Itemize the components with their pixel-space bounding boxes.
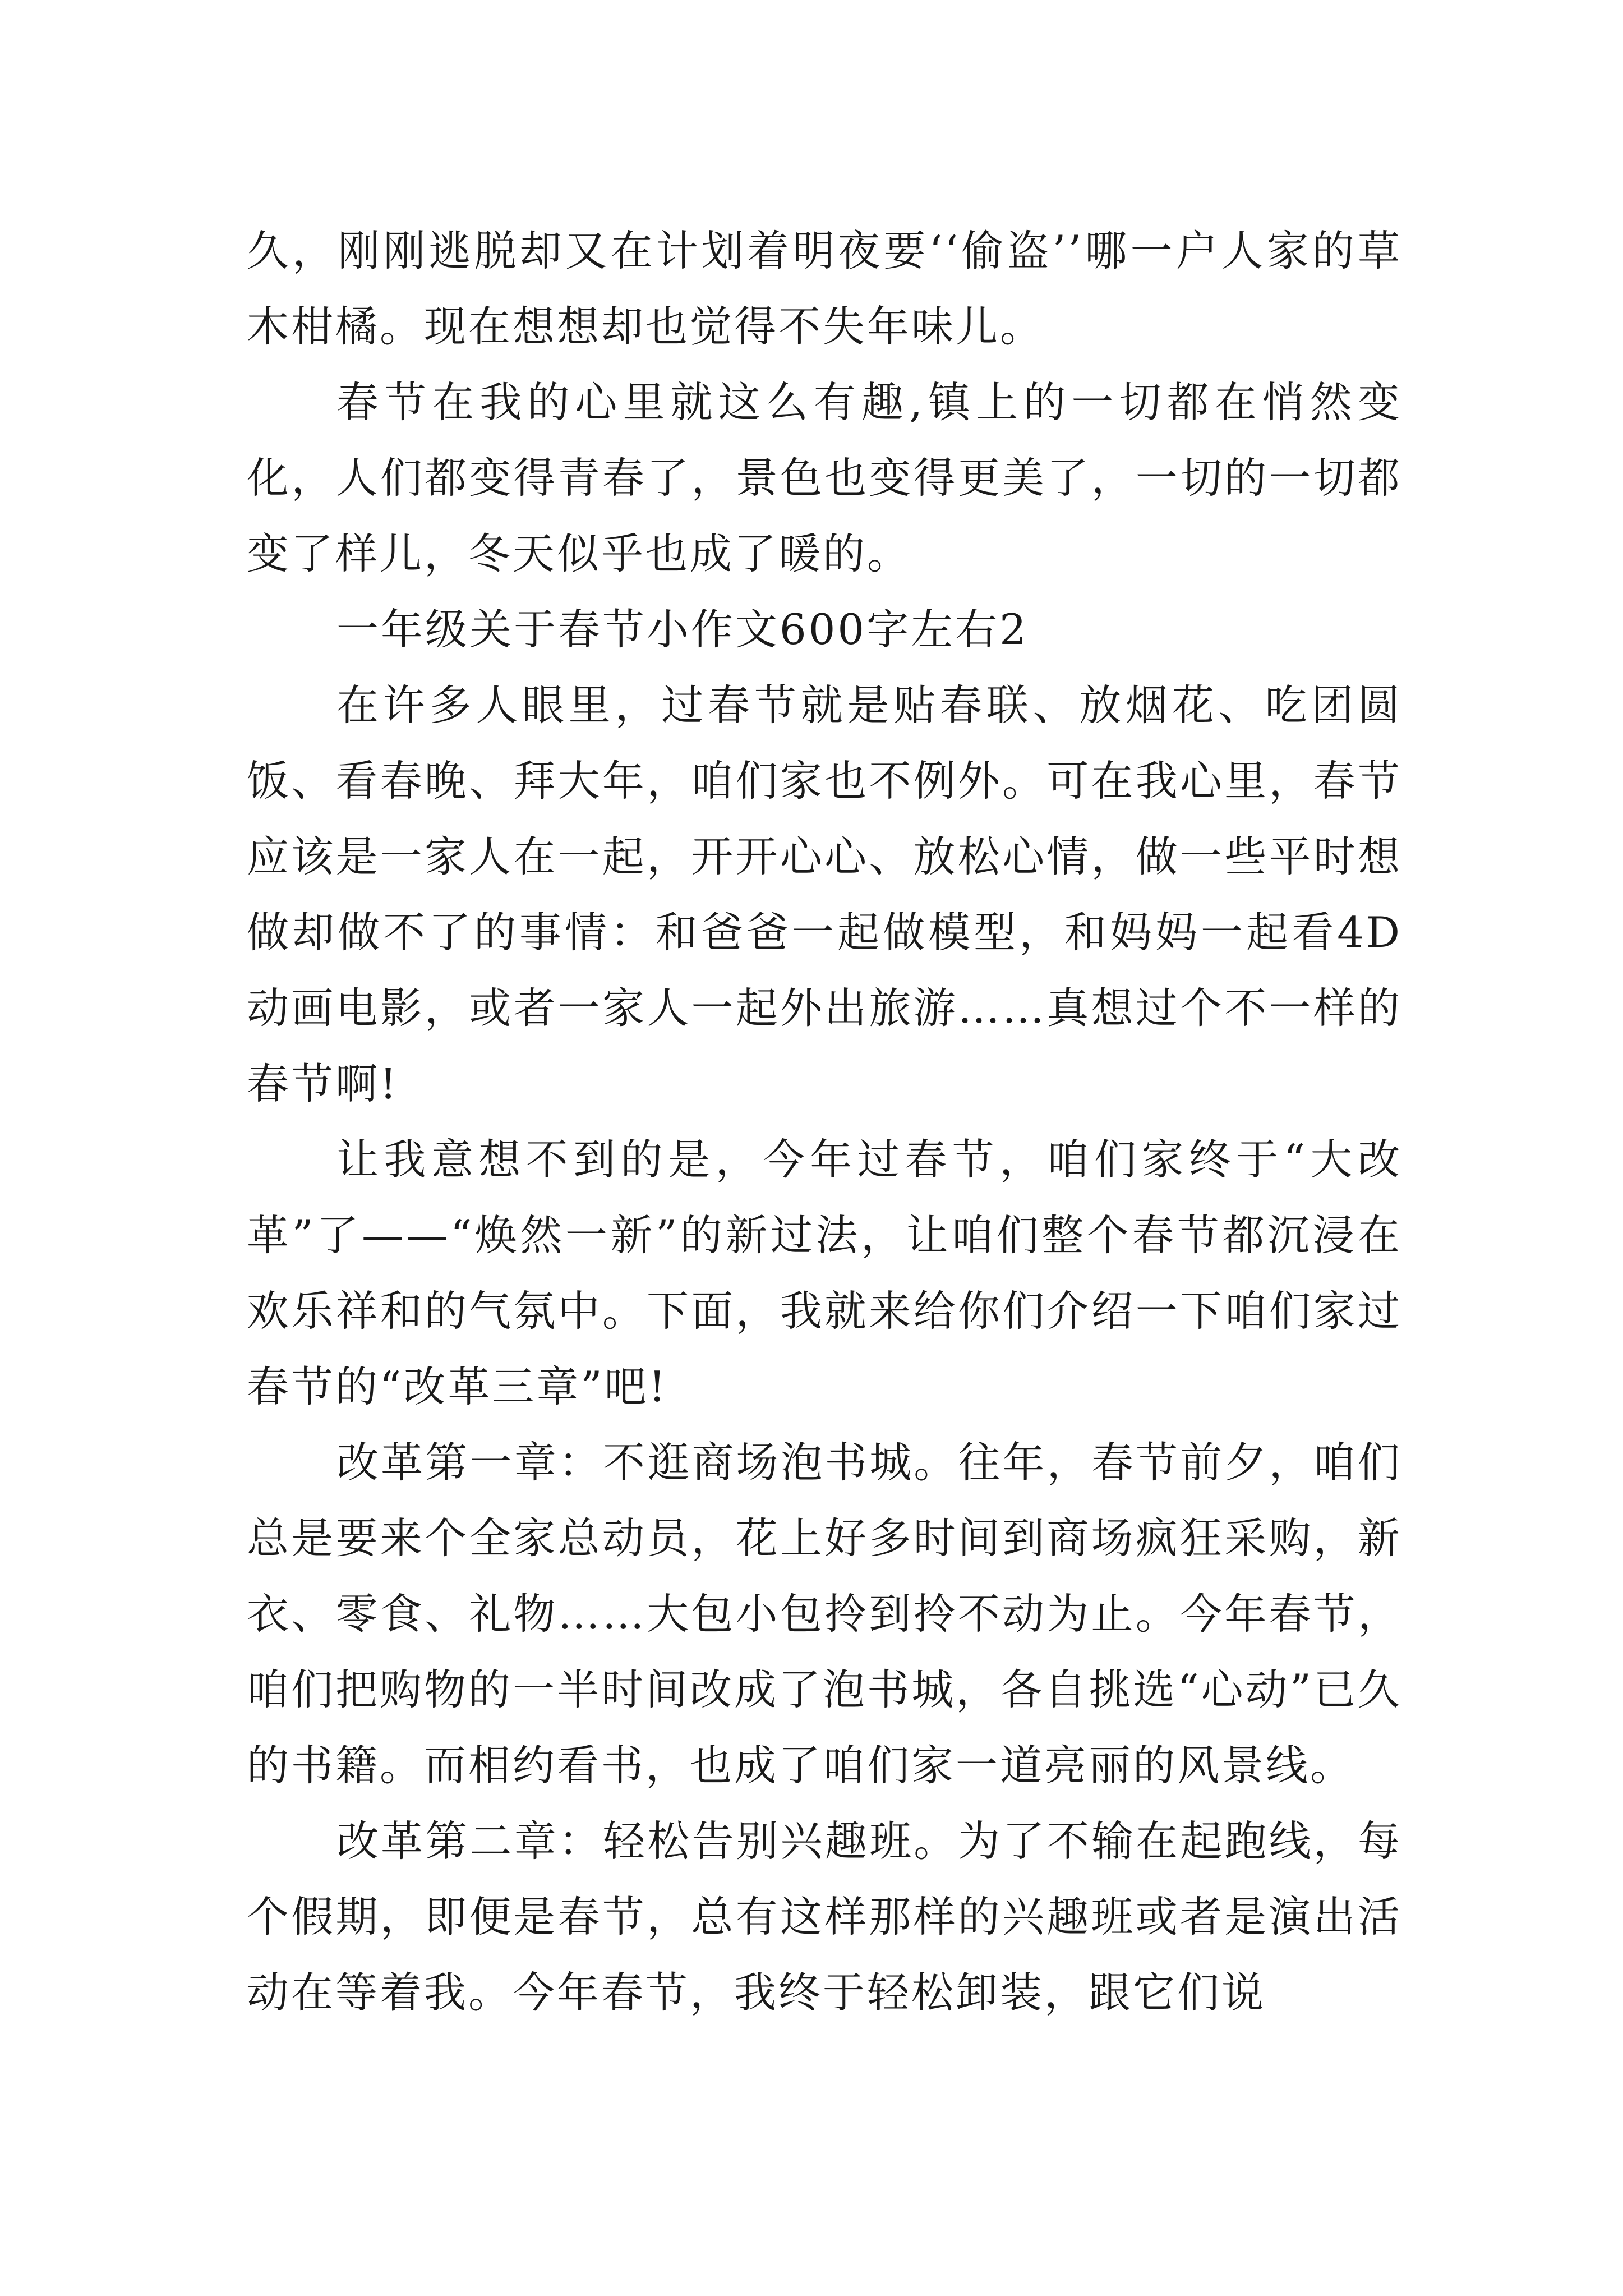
- document-body: [247, 213, 1402, 2031]
- paragraph: 在许多人眼里，过春节就是贴春联、放烟花、吃团圆饭、看春晚、拜大年，咱们家也不例外。可在我心里，春节应该是一家人在一起，开开心心、放松心情，做一些平时想做却做不了的事情：和爸爸一起做模型，和妈妈一起看4D动画电影，或者一家人一起外出旅游……真想过个不一样的春节啊!: [247, 680, 1402, 1108]
- paragraph: 改革第二章：轻松告别兴趣班。为了不输在起跑线，每个假期，即便是春节，总有这样那样的兴趣班或者是演出活动在等着我。今年春节，我终于轻松卸装，跟它们说: [247, 1816, 1402, 2017]
- paragraph: 让我意想不到的是，今年过春节，咱们家终于“大改革”了——“焕然一新”的新过法，让咱们整个春节都沉浸在欢乐祥和的气氛中。下面，我就来给你们介绍一下咱们家过春节的“改革三章”吧!: [247, 1135, 1402, 1411]
- paragraph-continuation: 久，刚刚逃脱却又在计划着明夜要‘‘偷盗’’哪一户人家的草木柑橘。现在想想却也觉得不失年味儿。: [247, 226, 1402, 351]
- paragraph: 春节在我的心里就这么有趣,镇上的一切都在悄然变化，人们都变得青春了，景色也变得更美了，一切的一切都变了样儿，冬天似乎也成了暖的。: [247, 378, 1402, 578]
- paragraph: 改革第一章：不逛商场泡书城。往年，春节前夕，咱们总是要来个全家总动员，花上好多时间到商场疯狂采购，新衣、零食、礼物……大包小包拎到拎不动为止。今年春节，咱们把购物的一半时间改成了泡书城，各自挑选“心动”已久的书籍。而相约看书，也成了咱们家一道亮丽的风景线。: [247, 1438, 1402, 1790]
- section-heading: 一年级关于春节小作文600字左右2: [336, 605, 1029, 654]
